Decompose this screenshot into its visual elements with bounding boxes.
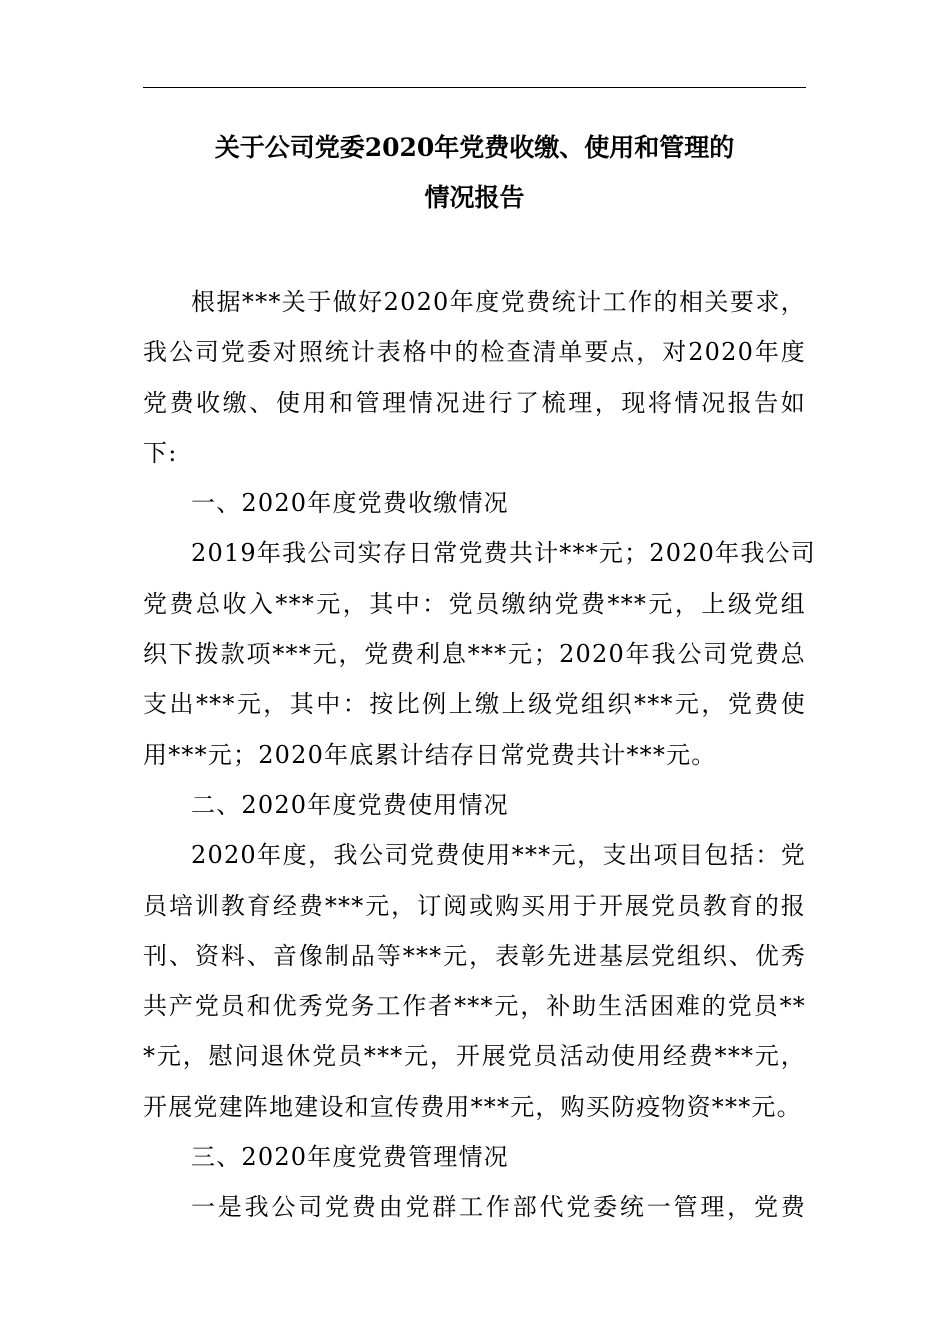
- body-line: 员培训教育经费***元，订阅或购买用于开展党员教育的报: [143, 891, 806, 920]
- section-heading: 一、2020年度党费收缴情况: [191, 489, 509, 518]
- body-line: 2019年我公司实存日常党费共计***元；2020年我公司: [191, 539, 816, 568]
- document-title-line-2: 情况报告: [424, 183, 525, 212]
- body-line: 织下拨款项***元，党费利息***元；2020年我公司党费总: [143, 640, 806, 669]
- section-heading: 二、2020年度党费使用情况: [191, 790, 509, 819]
- body-line: 刊、资料、音像制品等***元，表彰先进基层党组织、优秀: [143, 941, 806, 970]
- body-line: 党费总收入***元，其中：党员缴纳党费***元，上级党组: [143, 589, 806, 618]
- body-line: 共产党员和优秀党务工作者***元，补助生活困难的党员**: [143, 992, 806, 1021]
- body-line: 根据***关于做好2020年度党费统计工作的相关要求，: [191, 288, 806, 316]
- body-line: 开展党建阵地建设和宣传费用***元，购买防疫物资***元。: [143, 1092, 802, 1121]
- body-line: 我公司党委对照统计表格中的检查清单要点，对2020年度: [143, 338, 806, 367]
- header-rule: [143, 87, 806, 88]
- section-heading: 三、2020年度党费管理情况: [191, 1143, 509, 1172]
- document-title-line-1: 关于公司党委2020年党费收缴、使用和管理的: [214, 133, 735, 162]
- body-line: 一是我公司党费由党群工作部代党委统一管理，党费: [191, 1193, 806, 1222]
- body-line: 用***元；2020年底累计结存日常党费共计***元。: [143, 740, 717, 769]
- body-line: *元，慰问退休党员***元，开展党员活动使用经费***元，: [143, 1042, 806, 1071]
- body-line: 下:: [143, 438, 178, 467]
- body-line: 党费收缴、使用和管理情况进行了梳理，现将情况报告如: [143, 388, 806, 417]
- body-line: 2020年度，我公司党费使用***元，支出项目包括：党: [191, 841, 806, 870]
- document-body: [143, 282, 816, 1238]
- body-line: 支出***元，其中：按比例上缴上级党组织***元，党费使: [143, 690, 806, 719]
